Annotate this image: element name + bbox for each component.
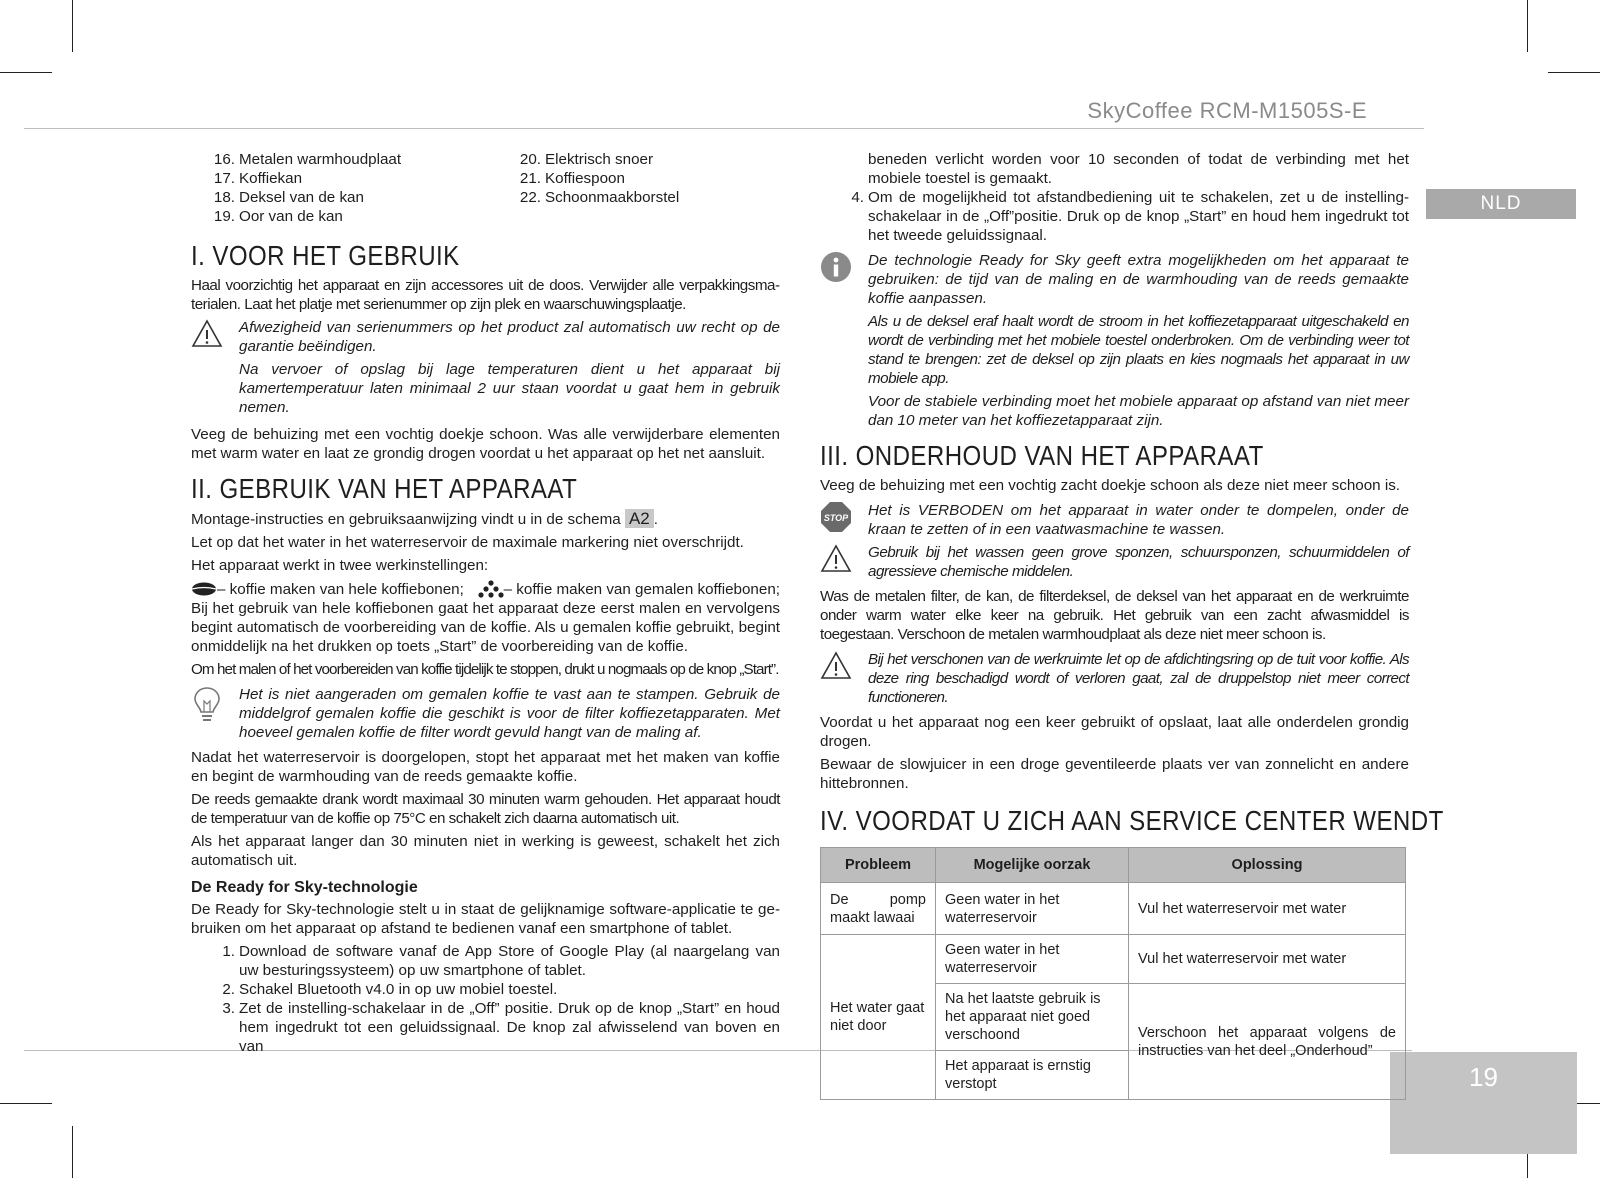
list-item: 17. Koffiekan (213, 170, 303, 187)
paragraph: Het apparaat werkt in twee werkinstellingen: (191, 557, 489, 574)
paragraph: De Ready for Sky-technologie stelt u in staat de gelijknamige software-applicatie te gebruiken om het apparaat op afstand te bedienen vanaf een smartphone of tablet. (191, 901, 780, 937)
warning-note (191, 318, 780, 417)
stop-icon (820, 501, 852, 533)
list-item: 18. Deksel van de kan (213, 189, 364, 206)
section-title: III. ONDERHOUD VAN HET APPARAAT (820, 440, 1264, 471)
stop-note (820, 501, 1409, 539)
section-title: I. VOOR HET GEBRUIK (191, 240, 460, 271)
problem-cell: De pomp maakt lawaai (821, 883, 936, 935)
table-header-row (821, 848, 1406, 883)
list-item: 2. Schakel Bluetooth v4.0 in op uw mobiel toestel. (222, 981, 558, 998)
solution-cell: Verschoon het apparaat volgens de instructies van het deel „Onderhoud” (1129, 984, 1406, 1100)
crop-mark (1527, 0, 1528, 52)
warning-icon (820, 650, 852, 682)
paragraph: Let op dat het water in het waterreservoir de maximale markering niet overschrijdt. (191, 534, 744, 551)
list-item: 19. Oor van de kan (213, 208, 343, 225)
crop-mark (1548, 72, 1600, 73)
problem-cell: Het water gaat niet door (821, 935, 936, 1100)
paragraph: Veeg de behuizing met een vochtig doekje schoon. Was alle verwijderbare elementen met warm water en laat ze grondig drogen voordat u het apparaat op het net aansluit. (191, 426, 780, 462)
page-number: 19 (1390, 1052, 1577, 1154)
solution-cell: Vul het waterreservoir met water (1129, 935, 1406, 984)
crop-mark (72, 0, 73, 52)
paragraph: Was de metalen filter, de kan, de filterdeksel, de deksel van het apparaat en de werkruimte onder warm water elke keer na gebruik. Het gebruik van een zacht afwasmiddel is toegestaan. Verschoon de metalen warmhoudplaat als deze niet meer schoon is. (820, 588, 1409, 643)
info-text: Voor de stabiele verbinding moet het mobiele apparaat op afstand van niet meer dan 10 meter van het koffiezetapparaat zijn. (868, 393, 1409, 429)
solution-cell: Vul het waterreservoir met water (1129, 883, 1406, 935)
warning-note (820, 543, 1409, 581)
section-title: II. GEBRUIK VAN HET APPARAAT (191, 473, 578, 504)
subsection-title: De Ready for Sky-technologie (191, 879, 418, 896)
paragraph: Bewaar de slowjuicer in een droge geventileerde plaats ver van zonnelicht en andere hittebronnen. (820, 756, 1409, 792)
ground-coffee-icon (478, 579, 504, 599)
coffee-bean-icon (191, 582, 217, 596)
table-row (821, 883, 1406, 935)
list-item: 20. Elektrisch snoer (519, 151, 654, 168)
tip-note (191, 685, 780, 742)
cause-cell: Het apparaat is ernstig verstopt (936, 1051, 1129, 1100)
tip-text: Het is niet aangeraden om gemalen koffie te vast aan te stampen. Gebruik de middelgrof gemalen koffie die geschikt is voor de filter koffiezetapparaten. Met hoeveel gemalen koffie de filter wordt gevuld hangt van de maling af. (239, 686, 780, 741)
list-item: 1. Download de software vanaf de App Store of Google Play (al naargelang van uw besturingssysteem) op uw smartphone of tablet. (222, 943, 780, 979)
cause-cell: Geen water in het waterreservoir (936, 883, 1129, 935)
left-column (191, 150, 780, 1058)
list-item: 4. Om de mogelijkheid tot afstandbediening uit te schakelen, zet u de instellingschakelaar in de „Off”positie. Druk op de knop „Start” en houd hem ingedrukt tot het tweede geluidssignaal. (851, 189, 1409, 244)
paragraph: De reeds gemaakte drank wordt maximaal 30 minuten warm gehouden. Het apparaat houdt de temperatuur van de koffie op 75°C en schakelt zich daarna automatisch uit. (191, 791, 780, 827)
stop-label: STOP (823, 513, 849, 523)
warning-icon (191, 318, 223, 350)
warning-text: Gebruik bij het wassen geen grove sponzen, schuursponzen, schuurmiddelen of agressieve chemische middelen. (868, 544, 1409, 580)
steps-list (191, 942, 780, 1056)
mode-whole-beans: – koffie maken van hele koffiebonen; (217, 580, 464, 598)
list-item: 21. Koffiespoon (519, 170, 625, 187)
paragraph: Montage-instructies en gebruiksaanwijzing vindt u in de schema A2 . (191, 509, 658, 528)
info-icon (820, 251, 852, 283)
product-title: SkyCoffee RCM-M1505S-E (1087, 98, 1367, 123)
mode-ground-beans: – koffie maken van gemalen koffiebonen; (503, 580, 780, 598)
info-text: De technologie Ready for Sky geeft extra mogelijkheden om het apparaat te gebruiken: de tijd van de maling en de warmhouding van de reeds gemaakte koffie aanpassen. (868, 252, 1409, 307)
warning-note (820, 650, 1409, 707)
list-item-continued: beneden verlicht worden voor 10 seconden of todat de verbinding met het mobiele toestel is gemaakt. (868, 151, 1409, 187)
paragraph: Haal voorzichtig het apparaat en zijn accessores uit de doos. Verwijder alle verpakkingsmaterialen. Laat het platje met serienummer op zijn plek en waarschuwingsplaatje. (191, 277, 780, 313)
schema-reference: A2 (625, 509, 654, 528)
warning-text: Afwezigheid van serienummers op het product zal automatisch uw recht op de garantie beëindigen. (239, 319, 780, 355)
crop-mark (0, 72, 52, 73)
section-title: IV. VOORDAT U ZICH AAN SERVICE CENTER WENDT (820, 805, 1444, 836)
paragraph: Nadat het waterreservoir is doorgelopen, stopt het apparaat met het maken van koffie en begint de warmhouding van de reeds gemaakte koffie. (191, 749, 780, 785)
list-item: 16. Metalen warmhoudplaat (213, 151, 402, 168)
parts-list (191, 150, 780, 230)
paragraph: Als het apparaat langer dan 30 minuten niet in werking is geweest, schakelt het zich automatisch uit. (191, 833, 780, 869)
crop-mark (72, 1126, 73, 1178)
info-text: Als u de deksel eraf haalt wordt de stroom in het koffiezetapparaat uitgeschakeld en wordt de verbinding met het mobiele toestel onderbroken. Om de verbinding weer tot stand te brengen: zet de deksel op zijn plaats en kies nogmaals het apparaat in uw mobiele app. (868, 313, 1409, 387)
list-item: 3. Zet de instelling-schakelaar in de „Off” positie. Druk op de knop „Start” en houd hem ingedrukt tot een geluidssignaal. De knop zal afwisselend van boven en van (222, 1000, 780, 1055)
column-header: Oplossing (1129, 848, 1406, 883)
right-column (820, 150, 1444, 1100)
troubleshooting-table (820, 847, 1406, 1100)
lightbulb-icon (191, 685, 223, 725)
language-tab: NLD (1426, 189, 1576, 219)
info-note (820, 251, 1409, 430)
paragraph: Veeg de behuizing met een vochtig zacht doekje schoon als deze niet meer schoon is. (820, 477, 1401, 494)
column-header: Probleem (821, 848, 936, 883)
warning-text: Na vervoer of opslag bij lage temperaturen dient u het apparaat bij kamertemperatuur laten minimaal 2 uur staan voordat u gaat hem in gebruik nemen. (239, 361, 780, 416)
list-item: 22. Schoonmaakborstel (519, 189, 680, 206)
table-row (821, 935, 1406, 984)
warning-icon (820, 543, 852, 575)
column-header: Mogelijke oorzak (936, 848, 1129, 883)
paragraph: Bij het gebruik van hele koffiebonen gaat het apparaat deze eerst malen en vervolgens begint automatisch de voorbereiding van de koffie. Als u gemalen koffie gebruikt, begint onmiddelijk na het drukken op toets „Start” de voorbereiding van de koffie. (191, 600, 780, 655)
header-rule (24, 128, 1424, 129)
cause-cell: Geen water in het waterreservoir (936, 935, 1129, 984)
paragraph: Voordat u het apparaat nog een keer gebruikt of opslaat, laat alle onderdelen grondig drogen. (820, 714, 1409, 750)
stop-text: Het is VERBODEN om het apparaat in water onder te dompelen, onder de kraan te zetten of in een vaatwasmachine te wassen. (868, 502, 1409, 538)
warning-text: Bij het verschonen van de werkruimte let op de afdichtingsring op de tuit voor koffie. Als deze ring beschadigd wordt of verloren gaat, zal de druppelstop niet meer correct functioneren. (868, 651, 1409, 706)
cause-cell: Na het laatste gebruik is het apparaat niet goed verschoond (936, 984, 1129, 1051)
paragraph: Om het malen of het voorbereiden van koffie tijdelijk te stoppen, drukt u nogmaals op de knop „Start”. (191, 661, 779, 678)
mode-line (191, 579, 780, 599)
crop-mark (0, 1103, 52, 1104)
